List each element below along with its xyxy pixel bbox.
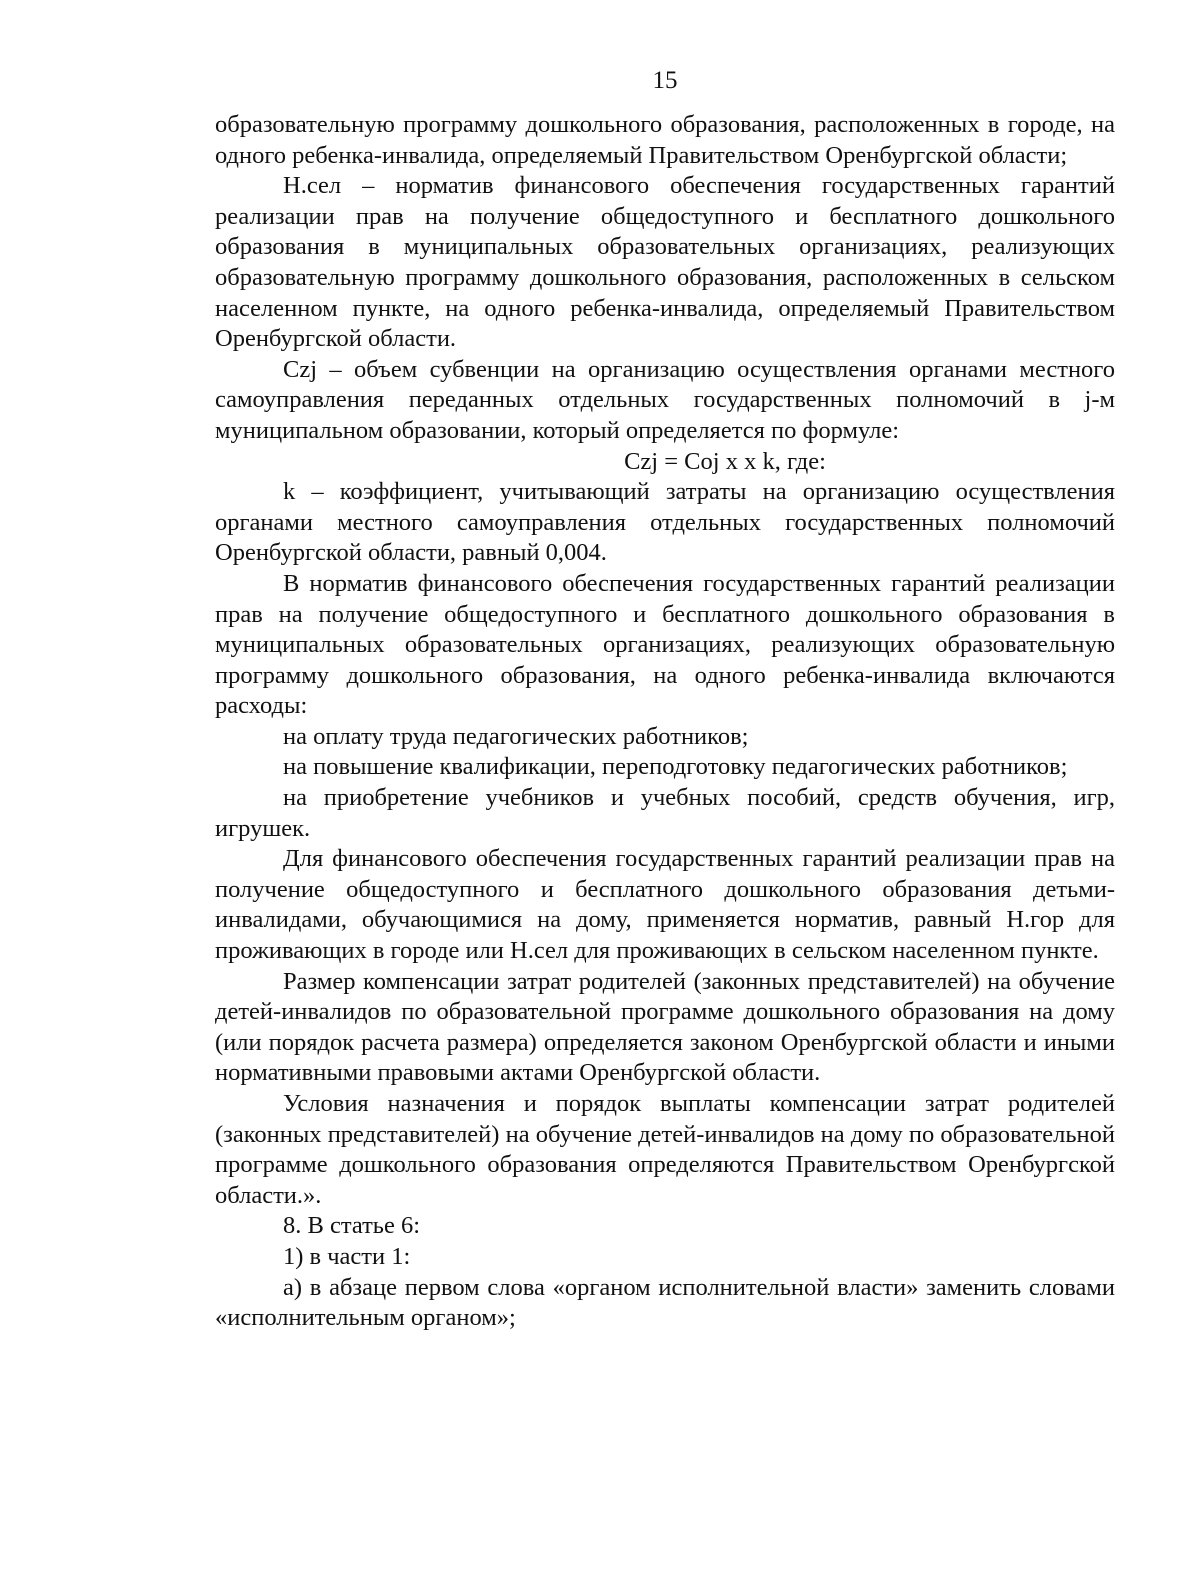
paragraph-part-1: 1) в части 1: <box>283 1242 411 1270</box>
paragraph-expenses-intro: В норматив финансового обеспечения государственных гарантий реализации прав на получение общедоступного и бесплатного дошкольного образования в муниципальных образовательных организациях, реализующих образовательную программу дошкольного образования, на одного ребенка-инвалида включаются расходы: <box>215 569 1115 720</box>
paragraph-czj-definition: Czj – объем субвенции на организацию осуществления органами местного самоуправления переданных отдельных государственных полномочий в j-м муниципальном образовании, который определяется по формуле: <box>215 355 1115 444</box>
formula-line: Czj = Coj x x k, где: <box>624 447 826 475</box>
list-item-textbooks: на приобретение учебников и учебных пособий, средств обучения, игр, игрушек. <box>215 784 1115 842</box>
paragraph-article-6: 8. В статье 6: <box>283 1212 421 1240</box>
paragraph-first-abzac: а) в абзаце первом слова «органом исполнительной власти» заменить словами «исполнительным органом»; <box>215 1273 1115 1332</box>
paragraph-k-coefficient: k – коэффициент, учитывающий затраты на организацию осуществления органами местного самоуправления отдельных государственных полномочий Оренбургской области, равный 0,004. <box>215 478 1115 567</box>
document-body <box>215 110 1115 1334</box>
list-item-salary: на оплату труда педагогических работников; <box>283 722 749 750</box>
paragraph-compensation-conditions: Условия назначения и порядок выплаты компенсации затрат родителей (законных представителей) на обучение детей-инвалидов на дому по образовательной программе дошкольного образования определяются Правительством Оренбургской области.». <box>215 1090 1115 1209</box>
paragraph-compensation-size: Размер компенсации затрат родителей (законных представителей) на обучение детей-инвалидов по образовательной программе дошкольного образования на дому (или порядок расчета размера) определяется законом Оренбургской области и иными нормативными правовыми актами Оренбургской области. <box>215 967 1115 1087</box>
paragraph-n-sel-definition: Н.сел – норматив финансового обеспечения государственных гарантий реализации прав на получение общедоступного и бесплатного дошкольного образования в муниципальных образовательных организациях, реализующих образовательную программу дошкольного образования, расположенных в сельском населенном пункте, на одного ребенка-инвалида, определяемый Правительством Оренбургской области. <box>215 172 1115 353</box>
page-number: 15 <box>652 67 678 94</box>
list-item-training: на повышение квалификации, переподготовку педагогических работников; <box>283 753 1068 781</box>
paragraph-home-education: Для финансового обеспечения государственных гарантий реализации прав на получение общедоступного и бесплатного дошкольного образования детьми-инвалидами, обучающимися на дому, применяется норматив, равный Н.гор для проживающих в городе или Н.сел для проживающих в сельском населенном пункте. <box>215 845 1115 965</box>
paragraph-continuation: образовательную программу дошкольного образования, расположенных в городе, на одного ребенка-инвалида, определяемый Правительством Оренбургской области; <box>215 111 1115 169</box>
